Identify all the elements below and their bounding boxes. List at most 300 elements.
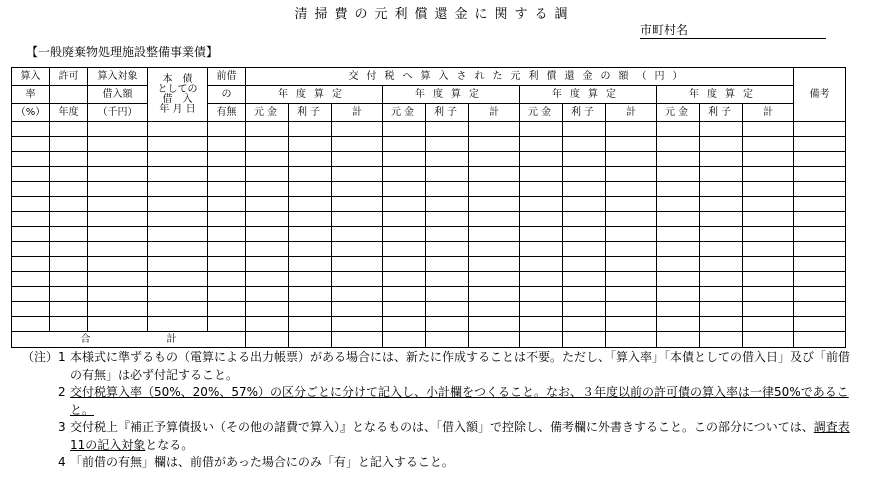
table-cell[interactable] (246, 212, 289, 227)
table-cell[interactable] (383, 272, 426, 287)
table-cell[interactable] (208, 302, 246, 317)
table-cell[interactable] (700, 302, 743, 317)
table-cell[interactable] (606, 137, 657, 152)
total-cell[interactable] (563, 332, 606, 348)
total-cell[interactable] (700, 332, 743, 348)
table-cell[interactable] (563, 242, 606, 257)
table-cell[interactable] (563, 197, 606, 212)
table-cell[interactable] (469, 302, 520, 317)
header-year-calc: 年度算定 (383, 86, 520, 104)
table-row (12, 182, 846, 197)
note-prefix: （注） (22, 350, 59, 364)
section-label: 【一般廃棄物処理施設整備事業債】 (26, 45, 219, 59)
table-cell[interactable] (606, 287, 657, 302)
table-cell[interactable] (50, 227, 88, 242)
table-cell[interactable] (700, 137, 743, 152)
table-cell[interactable] (469, 272, 520, 287)
table-cell[interactable] (208, 212, 246, 227)
table-cell[interactable] (148, 122, 208, 137)
table-cell[interactable] (426, 242, 469, 257)
table-cell[interactable] (794, 272, 846, 287)
table-cell[interactable] (657, 152, 700, 167)
total-cell[interactable] (426, 332, 469, 348)
table-cell[interactable] (794, 152, 846, 167)
table-cell[interactable] (794, 317, 846, 332)
table-cell[interactable] (88, 212, 148, 227)
header-permit-3: 年度 (50, 104, 88, 122)
table-cell[interactable] (332, 227, 383, 242)
total-cell[interactable] (289, 332, 332, 348)
table-cell[interactable] (794, 257, 846, 272)
table-cell[interactable] (50, 272, 88, 287)
table-row (12, 212, 846, 227)
table-cell[interactable] (520, 257, 563, 272)
table-cell[interactable] (700, 212, 743, 227)
table-cell[interactable] (606, 257, 657, 272)
table-cell[interactable] (332, 302, 383, 317)
table-cell[interactable] (289, 197, 332, 212)
table-cell[interactable] (794, 137, 846, 152)
table-cell[interactable] (520, 167, 563, 182)
table-cell[interactable] (88, 287, 148, 302)
table-cell[interactable] (743, 212, 794, 227)
table-cell[interactable] (289, 167, 332, 182)
table-cell[interactable] (563, 122, 606, 137)
table-cell[interactable] (289, 182, 332, 197)
table-cell[interactable] (12, 242, 50, 257)
table-cell[interactable] (657, 212, 700, 227)
table-cell[interactable] (332, 122, 383, 137)
header-permit-1: 許可 (50, 68, 88, 86)
table-cell[interactable] (469, 122, 520, 137)
table-cell[interactable] (563, 137, 606, 152)
table-cell[interactable] (469, 227, 520, 242)
table-cell[interactable] (520, 227, 563, 242)
table-cell[interactable] (794, 167, 846, 182)
table-cell[interactable] (383, 302, 426, 317)
table-cell[interactable] (563, 287, 606, 302)
table-cell[interactable] (246, 122, 289, 137)
table-cell[interactable] (208, 137, 246, 152)
table-cell[interactable] (383, 167, 426, 182)
header-prior-3: 有無 (208, 104, 246, 122)
table-cell[interactable] (383, 137, 426, 152)
table-cell[interactable] (700, 197, 743, 212)
header-principal: 元金 (520, 104, 563, 122)
table-cell[interactable] (700, 257, 743, 272)
table-cell[interactable] (289, 137, 332, 152)
table-cell[interactable] (289, 242, 332, 257)
table-cell[interactable] (246, 242, 289, 257)
table-cell[interactable] (743, 137, 794, 152)
note-number (22, 419, 70, 437)
header-group-title: 交付税へ算入された元利償還金の額（円） (246, 68, 794, 86)
table-cell[interactable] (794, 197, 846, 212)
table-cell[interactable] (743, 227, 794, 242)
table-row (12, 287, 846, 302)
table-cell[interactable] (743, 152, 794, 167)
table-row (12, 197, 846, 212)
table-cell[interactable] (469, 317, 520, 332)
table-cell[interactable] (426, 167, 469, 182)
total-cell[interactable] (606, 332, 657, 348)
table-cell[interactable] (12, 197, 50, 212)
table-cell[interactable] (563, 182, 606, 197)
table-cell[interactable] (700, 227, 743, 242)
table-cell[interactable] (50, 257, 88, 272)
municipality-field[interactable]: 市町村名 (640, 22, 826, 39)
table-cell[interactable] (208, 242, 246, 257)
table-cell[interactable] (520, 272, 563, 287)
table-cell[interactable] (563, 212, 606, 227)
note-item (22, 419, 860, 454)
header-permit-2 (50, 86, 88, 104)
table-cell[interactable] (148, 257, 208, 272)
table-cell[interactable] (12, 287, 50, 302)
table-cell[interactable] (700, 152, 743, 167)
table-cell[interactable] (383, 242, 426, 257)
header-principal: 元金 (383, 104, 426, 122)
table-cell[interactable] (208, 122, 246, 137)
table-cell[interactable] (469, 182, 520, 197)
total-cell[interactable] (657, 332, 700, 348)
table-cell[interactable] (657, 197, 700, 212)
table-cell[interactable] (148, 197, 208, 212)
table-cell[interactable] (50, 152, 88, 167)
table-cell[interactable] (700, 122, 743, 137)
table-cell[interactable] (794, 302, 846, 317)
table-cell[interactable] (12, 122, 50, 137)
table-cell[interactable] (657, 137, 700, 152)
table-cell[interactable] (563, 302, 606, 317)
table-cell[interactable] (657, 317, 700, 332)
table-cell[interactable] (383, 152, 426, 167)
table-cell[interactable] (657, 302, 700, 317)
total-cell[interactable] (743, 332, 794, 348)
table-cell[interactable] (743, 167, 794, 182)
table-cell[interactable] (426, 302, 469, 317)
table-cell[interactable] (148, 182, 208, 197)
table-cell[interactable] (148, 227, 208, 242)
note-number (22, 349, 70, 367)
table-cell[interactable] (246, 152, 289, 167)
table-cell[interactable] (426, 227, 469, 242)
table-cell[interactable] (246, 182, 289, 197)
table-cell[interactable] (606, 182, 657, 197)
table-cell[interactable] (426, 122, 469, 137)
table-cell[interactable] (289, 122, 332, 137)
table-cell[interactable] (88, 122, 148, 137)
table-cell[interactable] (246, 137, 289, 152)
table-cell[interactable] (332, 242, 383, 257)
table-cell[interactable] (606, 242, 657, 257)
table-cell[interactable] (50, 212, 88, 227)
table-cell[interactable] (383, 212, 426, 227)
table-cell[interactable] (743, 302, 794, 317)
table-cell[interactable] (606, 197, 657, 212)
table-cell[interactable] (88, 227, 148, 242)
table-cell[interactable] (700, 182, 743, 197)
table-cell[interactable] (743, 197, 794, 212)
table-cell[interactable] (743, 272, 794, 287)
table-cell[interactable] (657, 182, 700, 197)
table-cell[interactable] (12, 167, 50, 182)
table-cell[interactable] (743, 242, 794, 257)
note-item (22, 454, 860, 472)
table-cell[interactable] (289, 287, 332, 302)
table-cell[interactable] (332, 272, 383, 287)
table-cell[interactable] (794, 287, 846, 302)
table-cell[interactable] (520, 287, 563, 302)
table-row (12, 302, 846, 317)
table-cell[interactable] (700, 242, 743, 257)
table-cell[interactable] (148, 167, 208, 182)
note-item (22, 384, 860, 419)
table-row (12, 137, 846, 152)
table-cell[interactable] (606, 122, 657, 137)
table-cell[interactable] (469, 152, 520, 167)
table-cell[interactable] (208, 227, 246, 242)
table-cell[interactable] (332, 197, 383, 212)
table-cell[interactable] (246, 227, 289, 242)
table-cell[interactable] (208, 272, 246, 287)
table-cell[interactable] (700, 167, 743, 182)
table-cell[interactable] (148, 212, 208, 227)
table-cell[interactable] (469, 287, 520, 302)
header-interest: 利子 (700, 104, 743, 122)
table-row (12, 317, 846, 332)
table-cell[interactable] (12, 212, 50, 227)
table-cell[interactable] (383, 287, 426, 302)
table-cell[interactable] (426, 257, 469, 272)
table-cell[interactable] (520, 152, 563, 167)
table-cell[interactable] (208, 257, 246, 272)
table-cell[interactable] (50, 302, 88, 317)
table-cell[interactable] (426, 137, 469, 152)
table-cell[interactable] (657, 287, 700, 302)
table-cell[interactable] (606, 227, 657, 242)
table-cell[interactable] (289, 152, 332, 167)
table-row (12, 272, 846, 287)
table-cell[interactable] (246, 272, 289, 287)
table-cell[interactable] (426, 212, 469, 227)
table-cell[interactable] (426, 182, 469, 197)
table-cell[interactable] (246, 287, 289, 302)
table-cell[interactable] (606, 272, 657, 287)
table-cell[interactable] (50, 242, 88, 257)
header-sum: 計 (606, 104, 657, 122)
table-cell[interactable] (332, 212, 383, 227)
table-cell[interactable] (208, 182, 246, 197)
total-cell[interactable] (794, 332, 846, 348)
table-cell[interactable] (743, 317, 794, 332)
table-cell[interactable] (50, 287, 88, 302)
header-borrow-date-1: 本 債 (162, 73, 193, 85)
table-cell[interactable] (50, 182, 88, 197)
table-cell[interactable] (794, 242, 846, 257)
table-cell[interactable] (332, 317, 383, 332)
table-cell[interactable] (606, 152, 657, 167)
table-cell[interactable] (148, 317, 208, 332)
table-cell[interactable] (50, 197, 88, 212)
header-year-calc: 年度算定 (246, 86, 383, 104)
table-cell[interactable] (700, 287, 743, 302)
table-cell[interactable] (332, 152, 383, 167)
table-cell[interactable] (246, 302, 289, 317)
table-cell[interactable] (88, 257, 148, 272)
table-cell[interactable] (563, 317, 606, 332)
table-cell[interactable] (606, 167, 657, 182)
table-cell[interactable] (520, 182, 563, 197)
table-cell[interactable] (520, 317, 563, 332)
table-cell[interactable] (289, 272, 332, 287)
table-cell[interactable] (469, 212, 520, 227)
table-cell[interactable] (469, 257, 520, 272)
table-cell[interactable] (743, 257, 794, 272)
table-cell[interactable] (332, 287, 383, 302)
table-cell[interactable] (606, 302, 657, 317)
table-cell[interactable] (88, 272, 148, 287)
table-cell[interactable] (700, 317, 743, 332)
table-cell[interactable] (332, 167, 383, 182)
table-cell[interactable] (606, 212, 657, 227)
table-cell[interactable] (289, 227, 332, 242)
repayment-table (11, 67, 846, 348)
table-cell[interactable] (148, 242, 208, 257)
table-cell[interactable] (12, 302, 50, 317)
table-cell[interactable] (383, 317, 426, 332)
table-cell[interactable] (50, 317, 88, 332)
table-cell[interactable] (50, 167, 88, 182)
table-cell[interactable] (426, 272, 469, 287)
table-cell[interactable] (606, 317, 657, 332)
table-cell[interactable] (12, 137, 50, 152)
table-cell[interactable] (88, 197, 148, 212)
total-cell[interactable] (383, 332, 426, 348)
table-cell[interactable] (289, 257, 332, 272)
table-cell[interactable] (148, 137, 208, 152)
table-cell[interactable] (563, 167, 606, 182)
table-cell[interactable] (383, 197, 426, 212)
table-cell[interactable] (208, 197, 246, 212)
table-cell[interactable] (148, 152, 208, 167)
table-cell[interactable] (50, 137, 88, 152)
table-cell[interactable] (12, 182, 50, 197)
table-cell[interactable] (657, 122, 700, 137)
header-rate-1: 算入 (12, 68, 50, 86)
table-cell[interactable] (520, 212, 563, 227)
table-cell[interactable] (383, 227, 426, 242)
table-cell[interactable] (469, 242, 520, 257)
table-cell[interactable] (332, 257, 383, 272)
table-cell[interactable] (289, 302, 332, 317)
table-cell[interactable] (657, 242, 700, 257)
table-cell[interactable] (426, 197, 469, 212)
table-cell[interactable] (469, 137, 520, 152)
table-cell[interactable] (208, 287, 246, 302)
table-cell[interactable] (700, 272, 743, 287)
total-cell[interactable] (332, 332, 383, 348)
table-cell[interactable] (88, 152, 148, 167)
table-cell[interactable] (246, 167, 289, 182)
table-cell[interactable] (383, 257, 426, 272)
table-cell[interactable] (88, 317, 148, 332)
table-cell[interactable] (520, 302, 563, 317)
table-cell[interactable] (520, 197, 563, 212)
table-cell[interactable] (743, 122, 794, 137)
table-cell[interactable] (563, 152, 606, 167)
header-borrow-date-3: 借 入 (162, 93, 193, 105)
table-cell[interactable] (208, 317, 246, 332)
table-cell[interactable] (289, 317, 332, 332)
table-cell[interactable] (12, 272, 50, 287)
table-cell[interactable] (208, 167, 246, 182)
table-cell[interactable] (520, 242, 563, 257)
header-principal: 元金 (246, 104, 289, 122)
total-cell[interactable] (520, 332, 563, 348)
table-cell[interactable] (794, 182, 846, 197)
table-cell[interactable] (246, 197, 289, 212)
table-cell[interactable] (246, 257, 289, 272)
table-cell[interactable] (657, 167, 700, 182)
table-cell[interactable] (208, 152, 246, 167)
table-cell[interactable] (148, 287, 208, 302)
table-cell[interactable] (426, 287, 469, 302)
table-cell[interactable] (88, 242, 148, 257)
table-cell[interactable] (520, 137, 563, 152)
table-cell[interactable] (743, 287, 794, 302)
table-cell[interactable] (12, 257, 50, 272)
table-cell[interactable] (12, 152, 50, 167)
table-cell[interactable] (657, 227, 700, 242)
table-cell[interactable] (563, 272, 606, 287)
table-cell[interactable] (383, 122, 426, 137)
table-cell[interactable] (794, 122, 846, 137)
table-cell[interactable] (520, 122, 563, 137)
total-cell[interactable] (246, 332, 289, 348)
table-cell[interactable] (289, 212, 332, 227)
table-cell[interactable] (469, 167, 520, 182)
table-cell[interactable] (12, 227, 50, 242)
table-cell[interactable] (657, 272, 700, 287)
table-cell[interactable] (657, 257, 700, 272)
table-cell[interactable] (148, 302, 208, 317)
table-cell[interactable] (88, 302, 148, 317)
table-cell[interactable] (88, 137, 148, 152)
table-cell[interactable] (469, 197, 520, 212)
table-cell[interactable] (563, 257, 606, 272)
table-cell[interactable] (88, 167, 148, 182)
table-cell[interactable] (50, 122, 88, 137)
table-cell[interactable] (794, 227, 846, 242)
table-cell[interactable] (743, 182, 794, 197)
table-cell[interactable] (426, 317, 469, 332)
table-cell[interactable] (148, 272, 208, 287)
table-cell[interactable] (332, 137, 383, 152)
header-rate-3: （%） (12, 104, 50, 122)
table-cell[interactable] (563, 227, 606, 242)
table-cell[interactable] (12, 317, 50, 332)
table-cell[interactable] (426, 152, 469, 167)
table-cell[interactable] (794, 212, 846, 227)
document-title: 清掃費の元利償還金に関する調 (294, 7, 575, 22)
table-cell[interactable] (332, 182, 383, 197)
table-row (12, 167, 846, 182)
total-cell[interactable] (469, 332, 520, 348)
table-cell[interactable] (88, 182, 148, 197)
table-cell[interactable] (246, 317, 289, 332)
table-cell[interactable] (383, 182, 426, 197)
